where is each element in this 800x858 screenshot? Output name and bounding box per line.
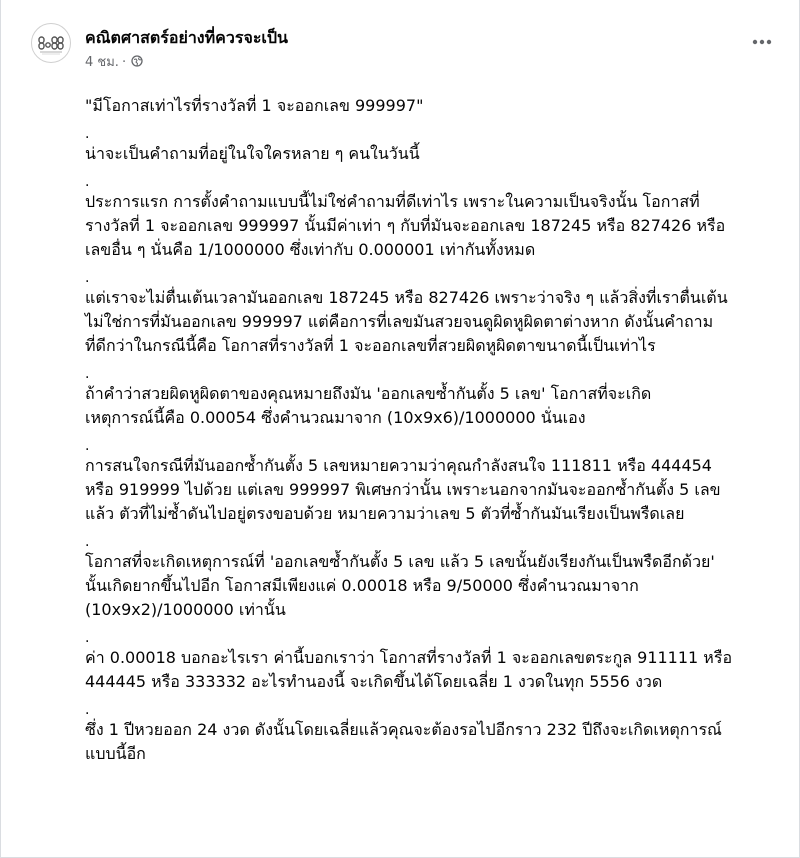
post-header: [1, 0, 799, 84]
paragraph-separator: .: [85, 174, 90, 190]
paragraph-separator: .: [85, 366, 90, 382]
more-options-button[interactable]: [747, 32, 777, 52]
post-paragraph: ถ้าคำว่าสวยผิดหูผิดตาของคุณหมายถึงมัน 'ออกเลขซ้ำกันตั้ง 5 เลข' โอกาสที่จะเกิด เหตุการณ์นี้คือ 0.00054 ซึ่งคำนวณมาจาก (10x9x6)/1000000 นั่นเอง: [85, 384, 652, 427]
post-paragraph: ค่า 0.00018 บอกอะไรเรา ค่านี้บอกเราว่า โอกาสที่รางวัลที่ 1 จะออกเลขตระกูล 911111 หรือ 444445 หรือ 333332 อะไรทำนองนี้ จะเกิดขึ้นได้โดยเฉลี่ย 1 งวดในทุก 5556 งวด: [85, 648, 733, 691]
page-logo-icon: [32, 24, 70, 62]
post-paragraph: ประการแรก การตั้งคำถามแบบนี้ไม่ใช่คำถามที่ดีเท่าไร เพราะในความเป็นจริงนั้น โอกาสที่ รางวัลที่ 1 จะออกเลข 999997 นั้นมีค่าเท่า ๆ กับที่มันจะออกเลข 187245 หรือ 827426 หรือ เลขอื่น ๆ นั่นคือ 1/1000000 ซึ่งเท่ากับ 0.000001 เท่ากันทั้งหมด: [85, 192, 726, 259]
post-meta: [85, 51, 143, 72]
post-paragraph: แต่เราจะไม่ตื่นเต้นเวลามันออกเลข 187245 หรือ 827426 เพราะว่าจริง ๆ แล้วสิ่งที่เราตื่นเต้น ไม่ใช่การที่มันออกเลข 999997 แต่คือการที่เลขมันสวยจนดูผิดหูผิดตาต่างหาก ดังนั้นคำถาม ที่ดีกว่าในกรณีนี้คือ โอกาสที่รางวัลที่ 1 จะออกเลขที่สวยผิดหูผิดตาขนาดนี้เป็นเท่าไร: [85, 288, 728, 355]
post-timestamp[interactable]: 4 ชม.: [85, 55, 119, 70]
globe-icon[interactable]: [131, 55, 143, 71]
paragraph-separator: .: [85, 126, 90, 142]
paragraph-separator: .: [85, 438, 90, 454]
post-paragraph: น่าจะเป็นคำถามที่อยู่ในใจใครหลาย ๆ คนในวันนี้: [85, 144, 420, 163]
paragraph-separator: .: [85, 702, 90, 718]
page-avatar[interactable]: [31, 23, 71, 63]
post-paragraph: โอกาสที่จะเกิดเหตุการณ์ที่ 'ออกเลขซ้ำกันตั้ง 5 เลข แล้ว 5 เลขนั้นยังเรียงกันเป็นพรืดอีกด้วย' นั้นเกิดยากขึ้นไปอีก โอกาสมีเพียงแค่ 0.00018 หรือ 9/50000 ซึ่งคำนวณมาจาก (10x9x2)/1000000 เท่านั้น: [85, 552, 715, 619]
post-paragraph: ซึ่ง 1 ปีหวยออก 24 งวด ดังนั้นโดยเฉลี่ยแล้วคุณจะต้องรอไปอีกราว 232 ปีถึงจะเกิดเหตุการณ์ แบบนี้อีก: [85, 720, 722, 763]
post-paragraph: การสนใจกรณีที่มันออกซ้ำกันตั้ง 5 เลขหมายความว่าคุณกำลังสนใจ 111811 หรือ 444454 หรือ 919999 ไปด้วย แต่เลข 999997 พิเศษกว่านั้น เพราะนอกจากมันจะออกซ้ำกันตั้ง 5 เลข แล้ว ตัวที่ไม่ซ้ำดันไปอยู่ตรงขอบด้วย หมายความว่าเลข 5 ตัวที่ซ้ำกันมันเรียงเป็นพรืดเลย: [85, 456, 721, 523]
paragraph-separator: .: [85, 270, 90, 286]
more-options-icon: [747, 32, 777, 52]
paragraph-separator: .: [85, 630, 90, 646]
meta-separator: ·: [121, 55, 127, 70]
post-paragraph: "มีโอกาสเท่าไรที่รางวัลที่ 1 จะออกเลข 999997": [85, 96, 424, 115]
post-body: [85, 94, 785, 766]
paragraph-separator: .: [85, 534, 90, 550]
page-name-link[interactable]: คณิตศาสตร์อย่างที่ควรจะเป็น: [85, 28, 288, 47]
